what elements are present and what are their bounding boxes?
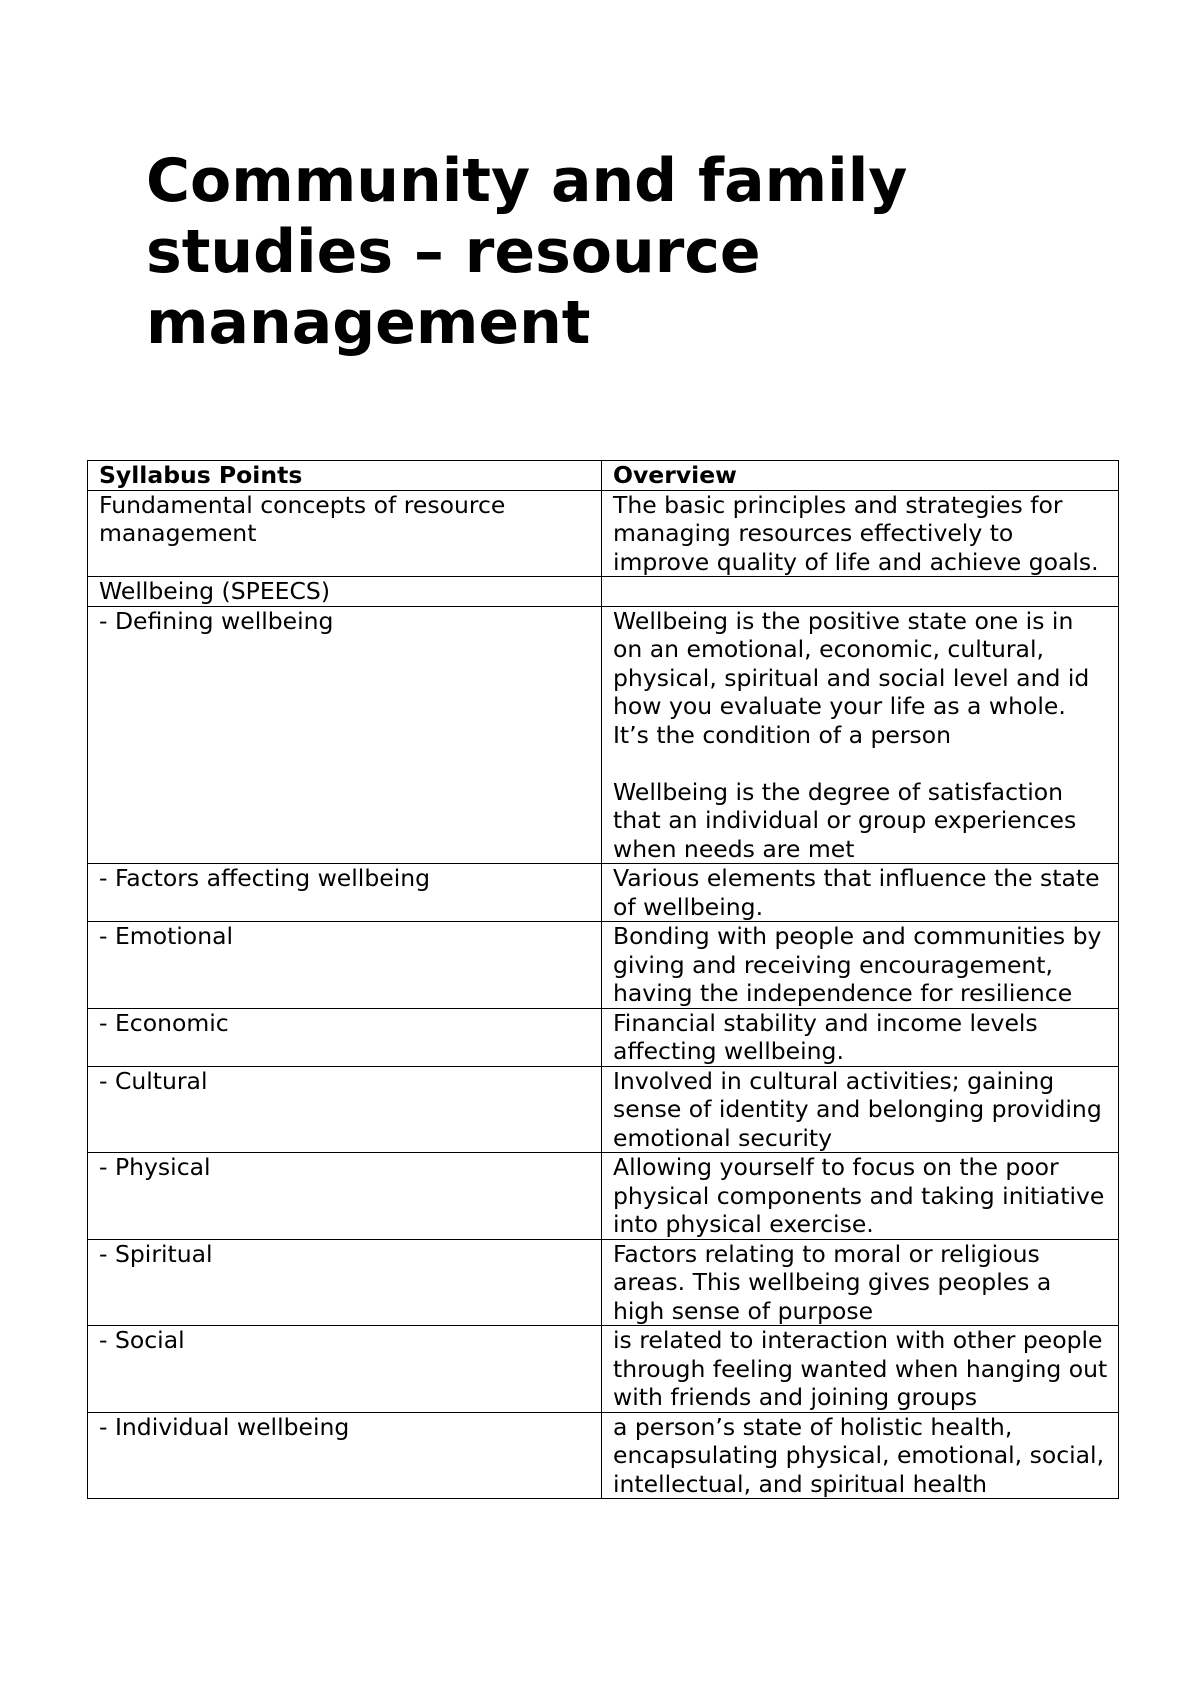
header-syllabus-points: Syllabus Points	[88, 461, 602, 491]
section-heading-cell: Wellbeing (SPEECS)	[88, 577, 602, 607]
header-overview: Overview	[602, 461, 1119, 491]
table-row	[88, 490, 1119, 577]
syllabus-point-cell: - Emotional	[88, 922, 602, 1009]
syllabus-point-cell: - Physical	[88, 1153, 602, 1240]
overview-cell: Factors relating to moral or religious areas. This wellbeing gives peoples a high sense of purpose	[602, 1239, 1119, 1326]
table-header-row	[88, 461, 1119, 491]
overview-cell: Various elements that influence the state of wellbeing.	[602, 864, 1119, 922]
overview-cell: Financial stability and income levels affecting wellbeing.	[602, 1008, 1119, 1066]
table-row	[88, 1239, 1119, 1326]
syllabus-point-cell: - Factors affecting wellbeing	[88, 864, 602, 922]
syllabus-point-cell: - Cultural	[88, 1066, 602, 1153]
table-row	[88, 922, 1119, 1009]
overview-cell: Allowing yourself to focus on the poor physical components and taking initiative into physical exercise.	[602, 1153, 1119, 1240]
overview-cell: Involved in cultural activities; gaining sense of identity and belonging providing emotional security	[602, 1066, 1119, 1153]
overview-cell	[602, 577, 1119, 607]
syllabus-point-cell: - Social	[88, 1326, 602, 1413]
syllabus-point-cell: - Individual wellbeing	[88, 1412, 602, 1499]
overview-cell: Wellbeing is the positive state one is in on an emotional, economic, cultural, physical, spiritual and social level and id how you evaluate your life as a whole. It’s the condition of a person Wellbeing is the degree of satisfaction that an individual or group experiences when needs are met	[602, 606, 1119, 864]
syllabus-point-cell: - Defining wellbeing	[88, 606, 602, 864]
syllabus-point-cell: - Spiritual	[88, 1239, 602, 1326]
syllabus-point-cell: - Economic	[88, 1008, 602, 1066]
table-row	[88, 1326, 1119, 1413]
overview-cell: Bonding with people and communities by giving and receiving encouragement, having the independence for resilience	[602, 922, 1119, 1009]
document-title: Community and family studies – resource management	[146, 146, 908, 358]
table-row	[88, 1066, 1119, 1153]
table-row	[88, 606, 1119, 864]
table-row	[88, 1153, 1119, 1240]
table-row	[88, 864, 1119, 922]
overview-cell: The basic principles and strategies for managing resources effectively to improve quality of life and achieve goals.	[602, 490, 1119, 577]
syllabus-table	[87, 460, 1119, 1499]
table-row	[88, 1008, 1119, 1066]
table-row	[88, 1412, 1119, 1499]
overview-cell: is related to interaction with other people through feeling wanted when hanging out with friends and joining groups	[602, 1326, 1119, 1413]
table-row-section	[88, 577, 1119, 607]
overview-cell: a person’s state of holistic health, encapsulating physical, emotional, social, intellectual, and spiritual health	[602, 1412, 1119, 1499]
syllabus-point-cell: Fundamental concepts of resource management	[88, 490, 602, 577]
